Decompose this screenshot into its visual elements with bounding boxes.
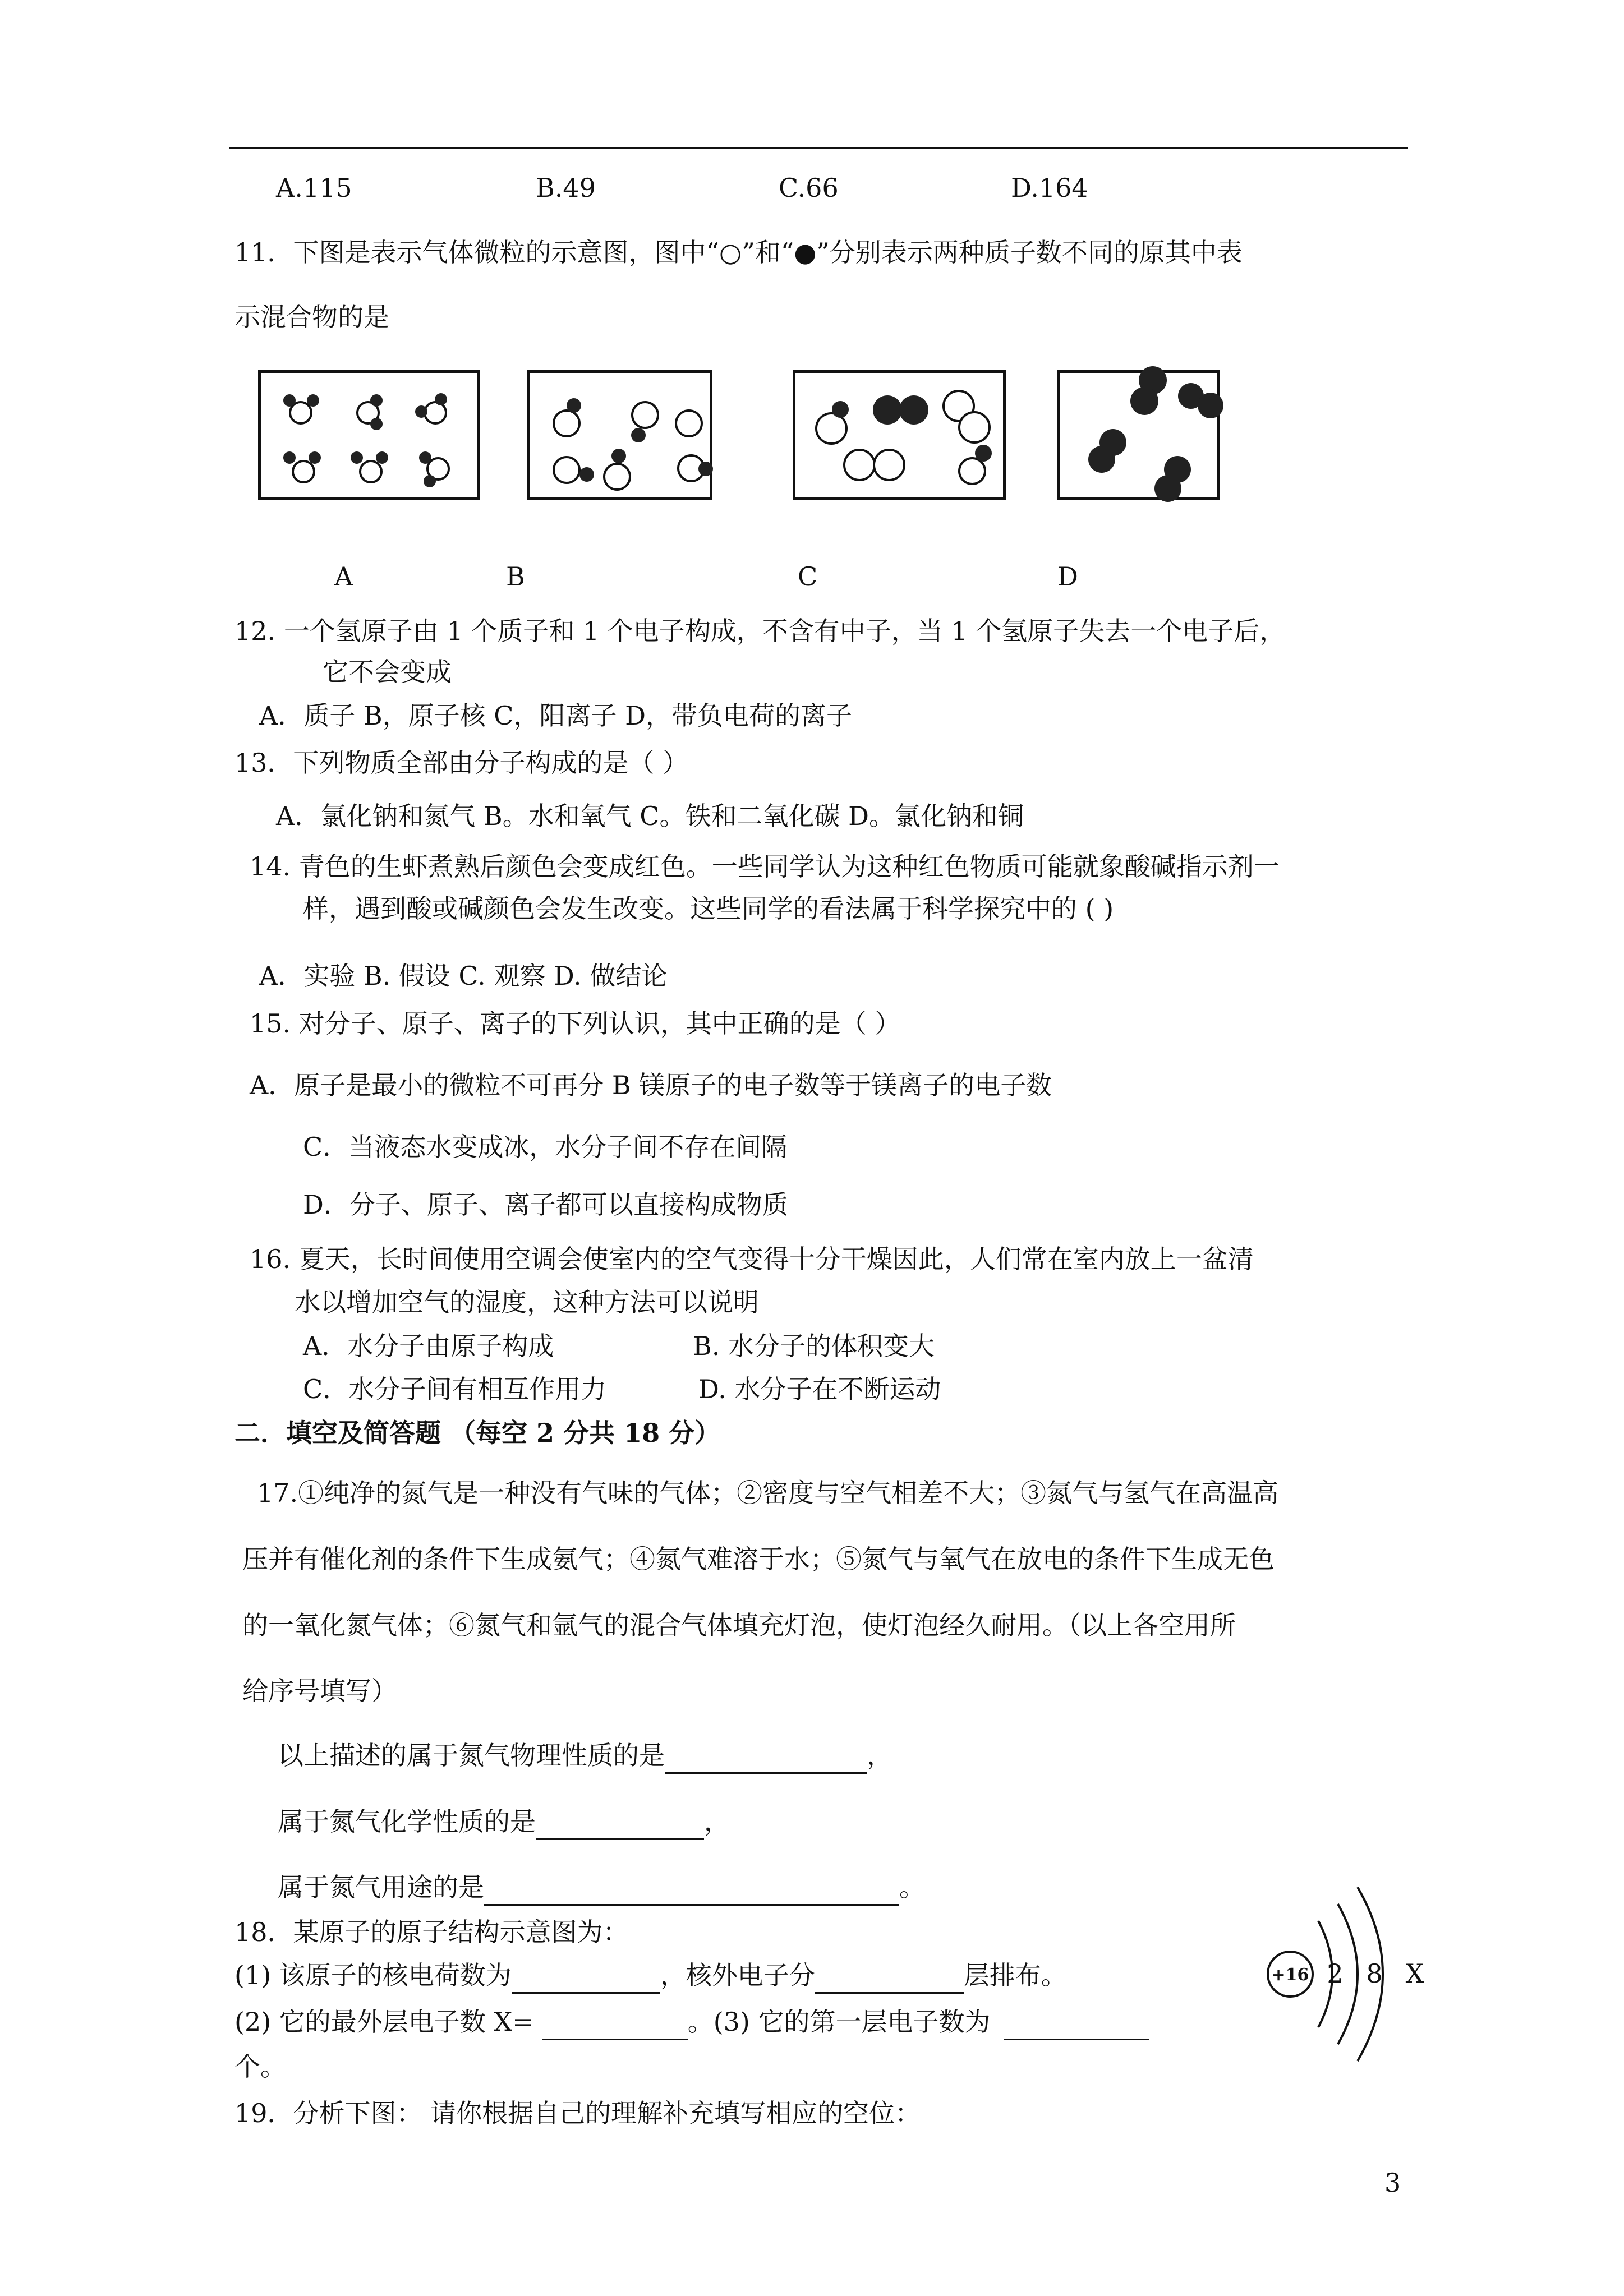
black-atom (435, 393, 447, 405)
shell-3-electrons: X (1405, 1958, 1424, 1989)
q12-options: A．质子 B，原子核 C，阳离子 D，带负电荷的离子 (259, 700, 852, 731)
black-atom (415, 405, 427, 418)
black-atom (370, 418, 383, 430)
black-atom (370, 394, 383, 407)
q12-line1: 12. 一个氢原子由 1 个质子和 1 个电子构成，不含有中子，当 1 个氢原子失去一个电子后， (234, 616, 1286, 646)
box-label-b: B (506, 561, 525, 592)
answer-blank-use[interactable] (484, 1870, 899, 1906)
page-number: 3 (1384, 2168, 1401, 2198)
white-atom (873, 449, 905, 481)
q15-option-ab: A．原子是最小的微粒不可再分 B 镁原子的电子数等于镁离子的电子数 (250, 1070, 1052, 1100)
q13-options: A．氯化钠和氮气 B。水和氧气 C。铁和二氧化碳 D。氯化钠和铜 (276, 801, 1024, 831)
answer-blank-shell-count[interactable] (815, 1958, 964, 1994)
white-atom (603, 463, 631, 491)
q14-line1: 14. 青色的生虾煮熟后颜色会变成红色。一些同学认为这种红色物质可能就象酸碱指示剂一 (250, 851, 1280, 882)
q17-line2: 压并有催化剂的条件下生成氨气；④氮气难溶于水；⑤氮气与氧气在放电的条件下生成无色 (242, 1544, 1275, 1574)
q17-ask-chemical-text: 属于氮气化学性质的是 (278, 1806, 536, 1837)
q18-part2-mid: 。(3) 它的第一层电子数为 (687, 2007, 991, 2037)
particle-box-d (1057, 370, 1220, 500)
q17-ask-chemical-end: ， (704, 1806, 730, 1837)
black-atom (899, 395, 928, 425)
black-atom (873, 395, 902, 425)
box-label-a: A (334, 561, 353, 592)
shell-2-electrons: 8 (1366, 1958, 1383, 1989)
q12-line2: 它不会变成 (323, 657, 452, 687)
q18-part1-end: 层排布。 (963, 1960, 1067, 1990)
black-atom (419, 451, 431, 464)
black-atom (376, 451, 388, 464)
particle-box-a (258, 370, 480, 500)
q10-option-c: C.66 (779, 173, 839, 203)
black-atom (1088, 446, 1115, 473)
black-atom (631, 428, 646, 442)
q18-part2-unit: 个。 (234, 2051, 286, 2082)
answer-blank-outer-electrons[interactable] (542, 2005, 688, 2040)
q17-ask-physical-text: 以上描述的属于氮气物理性质的是 (278, 1740, 665, 1771)
q17-ask-physical (278, 1739, 892, 1774)
black-atom (283, 394, 296, 407)
nucleus-charge: +16 (1271, 1965, 1309, 1985)
q18-part2 (234, 2005, 1149, 2040)
q11-line1: 11．下图是表示气体微粒的示意图，图中“○”和“●”分别表示两种质子数不同的原其中表 (234, 237, 1243, 268)
q16-line1: 16. 夏天，长时间使用空调会使室内的空气变得十分干燥因此，人们常在室内放上一盆清 (250, 1244, 1254, 1274)
q11-line2: 示混合物的是 (234, 302, 389, 332)
black-atom (424, 475, 436, 487)
answer-blank-chemical[interactable] (536, 1805, 704, 1840)
q18-stem: 18．某原子的原子结构示意图为： (234, 1917, 629, 1947)
black-atom (975, 445, 992, 462)
white-atom (631, 401, 659, 429)
particle-box-c (793, 370, 1006, 500)
white-atom (553, 456, 581, 484)
q17-line3: 的一氧化氮气体；⑥氮气和氩气的混合气体填充灯泡，使灯泡经久耐用。（以上各空用所 (242, 1610, 1236, 1640)
black-atom (307, 394, 319, 407)
q16-option-c: C．水分子间有相互作用力 (303, 1374, 607, 1404)
box-label-d: D (1057, 561, 1078, 592)
q18-part2-text: (2) 它的最外层电子数 X= (234, 2007, 534, 2037)
q10-option-b: B.49 (536, 173, 596, 203)
q16-option-a: A．水分子由原子构成 (303, 1331, 554, 1361)
q18-part1 (234, 1958, 1067, 1994)
q16-line2: 水以增加空气的湿度，这种方法可以说明 (295, 1287, 759, 1317)
q17-ask-use-text: 属于氮气用途的是 (278, 1872, 484, 1902)
answer-blank-nuclear-charge[interactable] (512, 1958, 660, 1994)
q15-stem: 15. 对分子、原子、离子的下列认识，其中正确的是（ ） (250, 1008, 901, 1039)
q17-ask-use (278, 1870, 925, 1906)
shell-1-electrons: 2 (1327, 1958, 1344, 1989)
q17-line1: 17.①纯净的氮气是一种没有气味的气体；②密度与空气相差不大；③氮气与氢气在高温高 (257, 1478, 1279, 1508)
q10-option-d: D.164 (1011, 173, 1088, 203)
black-atom (351, 451, 363, 464)
black-atom (1154, 475, 1181, 502)
q14-line2: 样，遇到酸或碱颜色会发生改变。这些同学的看法属于科学探究中的 ( ) (303, 893, 1114, 924)
q13-stem: 13．下列物质全部由分子构成的是（ ） (234, 748, 689, 778)
q18-part1-mid: ，核外电子分 (660, 1960, 815, 1990)
box-label-c: C (798, 561, 818, 592)
q17-ask-physical-end: ， (867, 1740, 892, 1771)
white-atom (843, 449, 876, 481)
white-atom (292, 460, 315, 483)
black-atom (309, 451, 321, 464)
q16-option-d: D. 水分子在不断运动 (698, 1374, 941, 1404)
q17-line4: 给序号填写） (242, 1676, 397, 1706)
white-atom (675, 409, 703, 437)
black-atom (1198, 393, 1223, 418)
white-atom (958, 411, 991, 444)
header-rule (229, 147, 1408, 149)
white-atom (553, 409, 581, 437)
black-atom (567, 398, 581, 413)
black-atom (283, 451, 296, 464)
q18-part1-text: (1) 该原子的核电荷数为 (234, 1960, 512, 1990)
black-atom (1130, 387, 1158, 415)
particle-box-b (527, 370, 712, 500)
answer-blank-physical[interactable] (665, 1739, 867, 1774)
q10-option-a: A.115 (276, 173, 352, 203)
answer-blank-first-shell[interactable] (1004, 2005, 1149, 2040)
q15-option-d: D．分子、原子、离子都可以直接构成物质 (303, 1190, 788, 1220)
q15-option-c: C．当液态水变成冰，水分子间不存在间隔 (303, 1132, 788, 1162)
black-atom (611, 449, 626, 463)
white-atom (359, 460, 383, 483)
black-atom (698, 462, 713, 476)
section-heading: 二．填空及简答题 （每空 2 分共 18 分） (234, 1418, 721, 1448)
q16-option-b: B. 水分子的体积变大 (693, 1331, 935, 1361)
black-atom (579, 467, 594, 482)
q14-options: A．实验 B. 假设 C. 观察 D. 做结论 (259, 961, 668, 991)
q17-ask-chemical (278, 1805, 730, 1840)
q17-ask-use-end: 。 (899, 1872, 925, 1902)
q19-stem: 19．分析下图： 请你根据自己的理解补充填写相应的空位： (234, 2098, 921, 2128)
black-atom (832, 401, 849, 418)
atomic-structure-diagram (1262, 1882, 1447, 2067)
